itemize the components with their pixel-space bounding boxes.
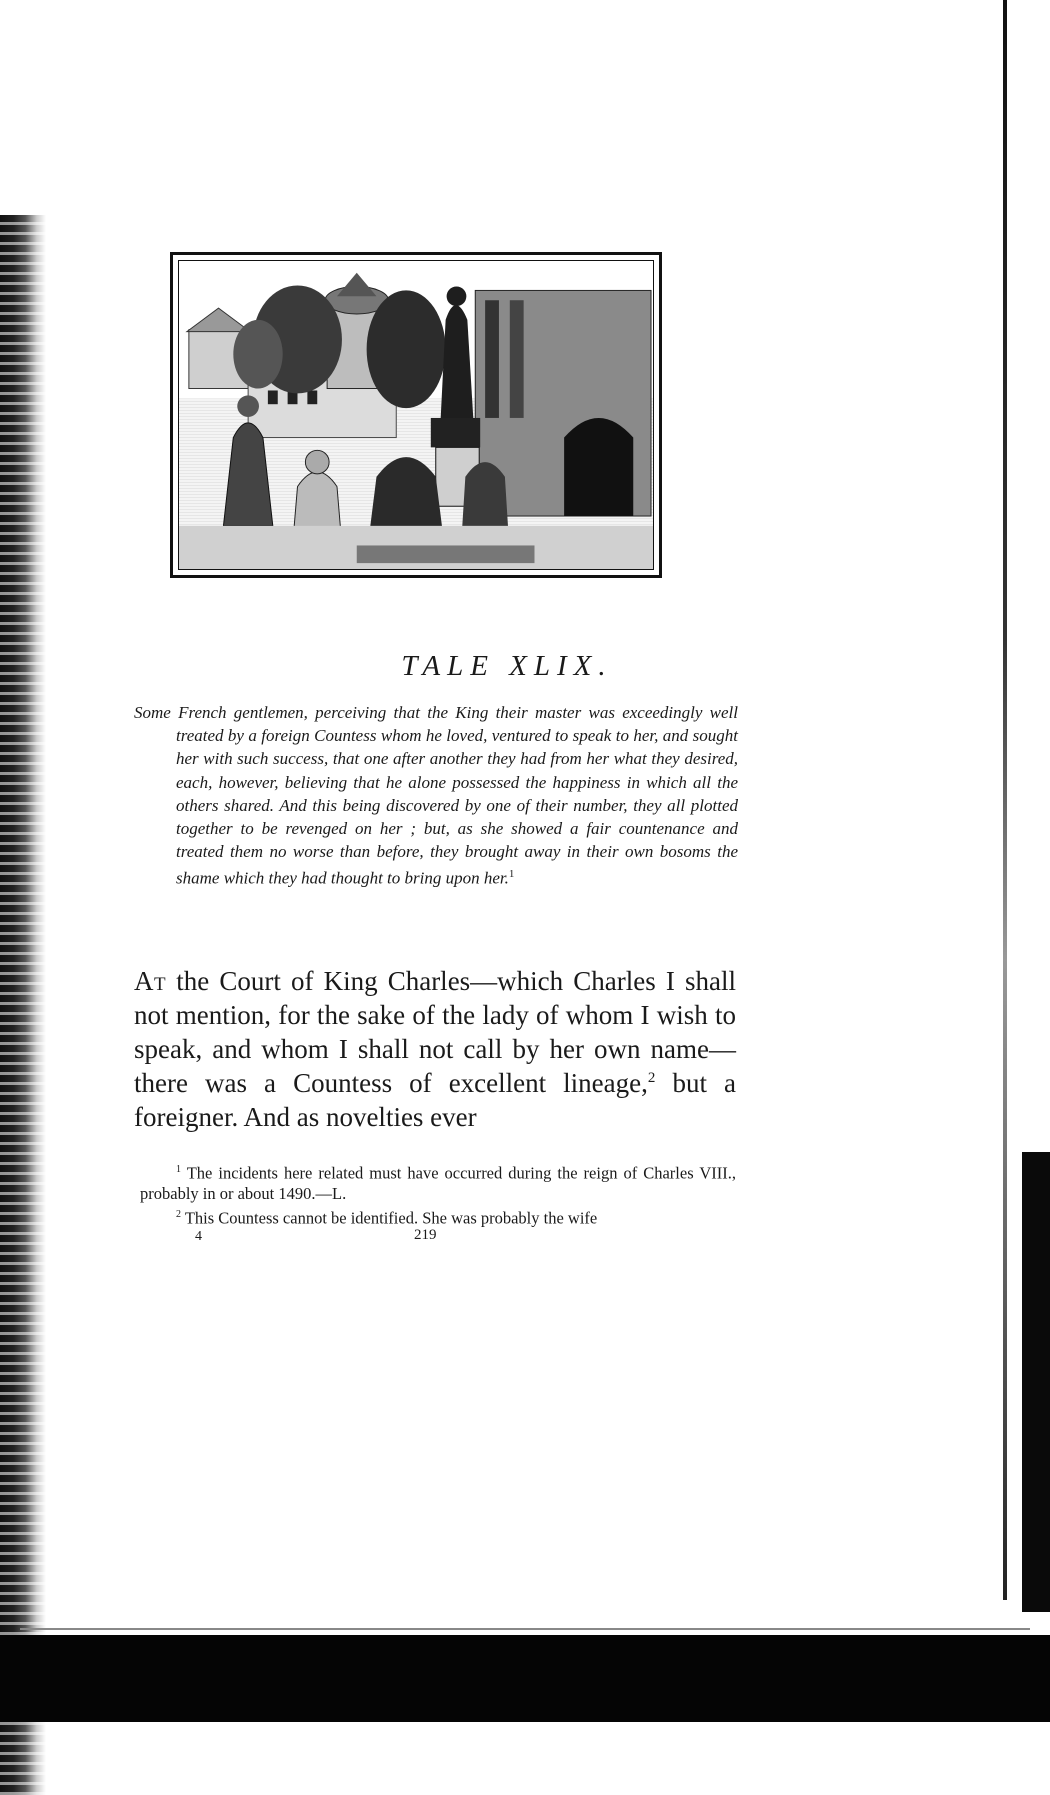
footnote-1 — [140, 1160, 736, 1205]
signature-mark: 4 — [195, 1229, 202, 1244]
argument-text: Some French gentlemen, perceiving that the King their master was exceedingly well treated by a foreign Countess whom he loved, ventured to speak to her, and sought her with such success, that one after another they had from her what they desired, each, however, believing that he alone possessed the happiness in which all the others shared. And this being discovered by one of their number, they all plotted together to be revenged on her ; but, as she showed a fair countenance and treated them no worse than before, they brought away in their own bosoms the shame which they had thought to bring upon her. — [134, 703, 738, 889]
scan-edge-right-block — [1022, 1152, 1050, 1612]
body-footnote-ref: 2 — [647, 1070, 656, 1086]
scan-edge-right-line — [1003, 0, 1007, 1600]
footnote-text: The incidents here related must have occurred during the reign of Charles VIII., probably in or about 1490.—L. — [140, 1163, 736, 1203]
scan-edge-left — [0, 215, 46, 1795]
body-text-part2: but a foreigner. And as novelties ever — [134, 1068, 736, 1132]
engraving-drawing — [179, 261, 653, 569]
scan-bottom-band — [0, 1635, 1050, 1722]
footnote-text: This Countess cannot be identified. She was probably the wife — [181, 1208, 598, 1227]
tale-argument — [134, 701, 738, 890]
footnote-2 — [140, 1205, 736, 1229]
footnotes — [140, 1160, 736, 1229]
illustration — [178, 260, 654, 570]
illustration-frame — [170, 252, 662, 578]
body-text-part1: the Court of King Charles—which Charles I shall not mention, for the sake of the lady of whom I wish to speak, and whom I shall not call by her own name—there was a Countess of excellent lineage, — [134, 966, 736, 1098]
argument-footnote-ref: 1 — [508, 868, 515, 881]
footnote-mark: 1 — [176, 1164, 181, 1175]
body-lead-word: At — [134, 966, 167, 996]
scan-bottom-rule — [20, 1628, 1030, 1630]
page-number: 219 — [414, 1227, 437, 1243]
body-text — [134, 964, 736, 1134]
tale-title: TALE XLIX. — [401, 650, 613, 682]
footnote-mark: 2 — [176, 1208, 181, 1220]
